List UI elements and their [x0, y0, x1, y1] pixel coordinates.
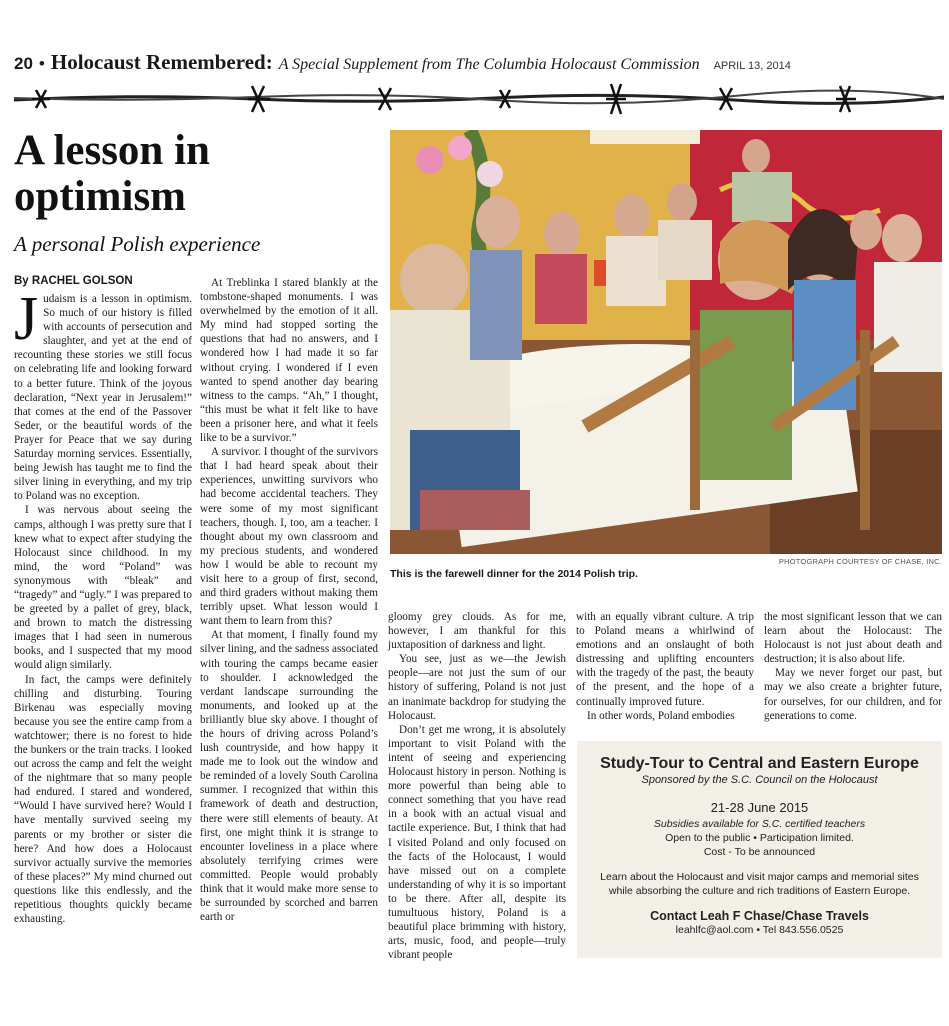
supplement-title: Holocaust Remembered: [50, 50, 273, 74]
ad-sponsor: Sponsored by the S.C. Council on the Holocaust [641, 774, 878, 786]
study-tour-ad [577, 741, 942, 958]
paragraph: Don’t get me wrong, it is absolutely important to visit Poland with the intent of seeing and experiencing Holocaust history in person. Nothing is more powerful than being able to connect something that you have read in a book with an actual visual and tactile experience. But, I think that had I visited Poland and only focused on the facts of the Holocaust, I would have missed out on a complete understanding of why it is so important to be there. After all, despite its tumultuous history, Poland is a beautiful place brimming with history, arts, music, food, and people—truly vibrant people [388, 723, 566, 962]
page-header [14, 50, 944, 76]
paragraph: I was nervous about seeing the camps, although I was pretty sure that I knew what to expect after studying the Holocaust since childhood. In my mind, the word “Poland” was synonymous with “bleak” and “tragedy” and “ugly.” I was prepared to be greeted by a pallet of grey, black, and brown to match the distressing images that I had seen in numerous books, and I suspected that my mood would align similarly. [14, 504, 192, 672]
paragraph: May we never forget our past, but may we also create a brighter future, for ourselves, for our children, and for generations to come. [764, 667, 942, 722]
paragraph: At Treblinka I stared blankly at the tombstone-shaped monuments. I was overwhelmed by the emotion of it all. My mind had stopped sorting the questions that had no answers, and I wondered how I had made it so far without crying. I wondered if I even wanted to spend another day bearing witness to the camps. “Ah,” I thought, “this must be what it felt like to have been a prisoner here, and what it feels like to be a survivor.” [200, 277, 378, 445]
article-headline: A lesson in optimism [14, 127, 210, 220]
article-column-5 [764, 610, 942, 723]
paragraph: At that moment, I finally found my silver lining, and the sadness associated with touring the camps became easier to shoulder. I acknowledged the verdant landscape surrounding the monuments, and looked up at the brilliantly blue sky above. I thought of the hours of driving across Poland’s lush countryside, and how happy it made me to look out the window and be reminded of a lovely South Carolina summer. I recognized that within this framework of death and destruction, there were still elements of beauty. At first, one might think it is strange to encounter loveliness in a place where absolutely terrifying crimes were committed. People would probably think that it would make more sense to be surrounded by scorched and barren earth or [200, 629, 378, 924]
article-column-4 [576, 610, 754, 723]
paragraph [14, 285, 192, 503]
paragraph: gloomy grey clouds. As for me, however, I am thankful for this juxtaposition of darkness and light. [388, 611, 566, 652]
article-column-1 [14, 285, 192, 926]
paragraph: A survivor. I thought of the survivors that I had heard speak about their experiences, unwitting survivors who had become accidental teachers. They were some of my most significant teachers, though. I, too, am a teacher. I thought about my own classroom and my precious students, and wondered how I would be able to recount my visit here to a group of first, second, and third graders without making them terribly upset. What lesson would I want them to learn from this? [200, 446, 378, 628]
article-column-2 [200, 276, 378, 924]
ad-title: Study-Tour to Central and Eastern Europe [600, 755, 919, 772]
paragraph: the most significant lesson that we can learn about the Holocaust: The Holocaust is not just about death and destruction; it is also about life. [764, 611, 942, 666]
ad-subsidies: Subsidies available for S.C. certified teachers [653, 818, 866, 830]
issue-date: APRIL 13, 2014 [713, 60, 791, 72]
paragraph-text: udaism is a lesson in optimism. So much of our history is filled with accounts of persecution and slaughter, and yet at the end of recounting these stories we still focus on celebrating life and looking forward to a better future. Think of the joyous declaration, “Next year in Jerusalem!” that comes at the end of the Passover Seder, or the beautiful words of the Prayer for Peace that we say during Saturday morning services. Essentially, being Jewish has taught me to find the silver lining in everything, and my trip to Poland was no exception. [14, 293, 192, 503]
ad-open: Open to the public • Participation limited. [665, 832, 854, 844]
drop-cap: J [14, 285, 39, 353]
ad-description: Learn about the Holocaust and visit major camps and memorial sites while absorbing the culture and rich traditions of Eastern Europe. [600, 871, 919, 897]
ad-cost: Cost - To be announced [703, 846, 816, 858]
paragraph: In other words, Poland embodies [587, 709, 735, 722]
page-number: 20 [14, 54, 33, 73]
photo-caption: This is the farewell dinner for the 2014 Polish trip. [390, 568, 638, 580]
photo-credit: PHOTOGRAPH COURTESY OF CHASE, INC. [778, 557, 942, 566]
supplement-subtitle: A Special Supplement from The Columbia Holocaust Commission [278, 56, 700, 73]
barbed-wire-divider [14, 80, 944, 116]
header-bullet: • [38, 54, 45, 73]
paragraph: You see, just as we—the Jewish people—are not just the sum of our history of suffering, Poland is not just an inanimate backdrop for studying the Holocaust. [388, 653, 566, 722]
paragraph: In fact, the camps were definitely chilling and disturbing. Touring Birkenau was especially moving because you see the entire camp from a watchtower; there is no forest to hide the bunkers or the train tracks. I looked out across the camp and felt the weight of the nightmare that so many people had endured. I stared and wondered, “Would I have survived here? Would I have mentally survived seeing my parents or my brother or sister die here? And how does a Holocaust survivor actually survive the memories of these places?” My mind churned out questions like this endlessly, and the repetitious thoughts quickly became exhausting. [14, 673, 192, 926]
ad-contact: Contact Leah F Chase/Chase Travels [650, 909, 869, 923]
ad-email-phone: leahlfc@aol.com • Tel 843.556.0525 [675, 924, 844, 936]
paragraph: with an equally vibrant culture. A trip to Poland means a whirlwind of emotions and an onslaught of both distressing and uplifting encounters with the tragedy of the past, the beauty of the present, and the hope of a continually improved future. [576, 611, 754, 708]
article-column-3 [388, 610, 566, 962]
farewell-dinner-photo [390, 130, 942, 554]
article-subhead: A personal Polish experience [14, 232, 261, 256]
article-byline: By RACHEL GOLSON [14, 275, 133, 287]
ad-dates: 21-28 June 2015 [710, 800, 809, 815]
